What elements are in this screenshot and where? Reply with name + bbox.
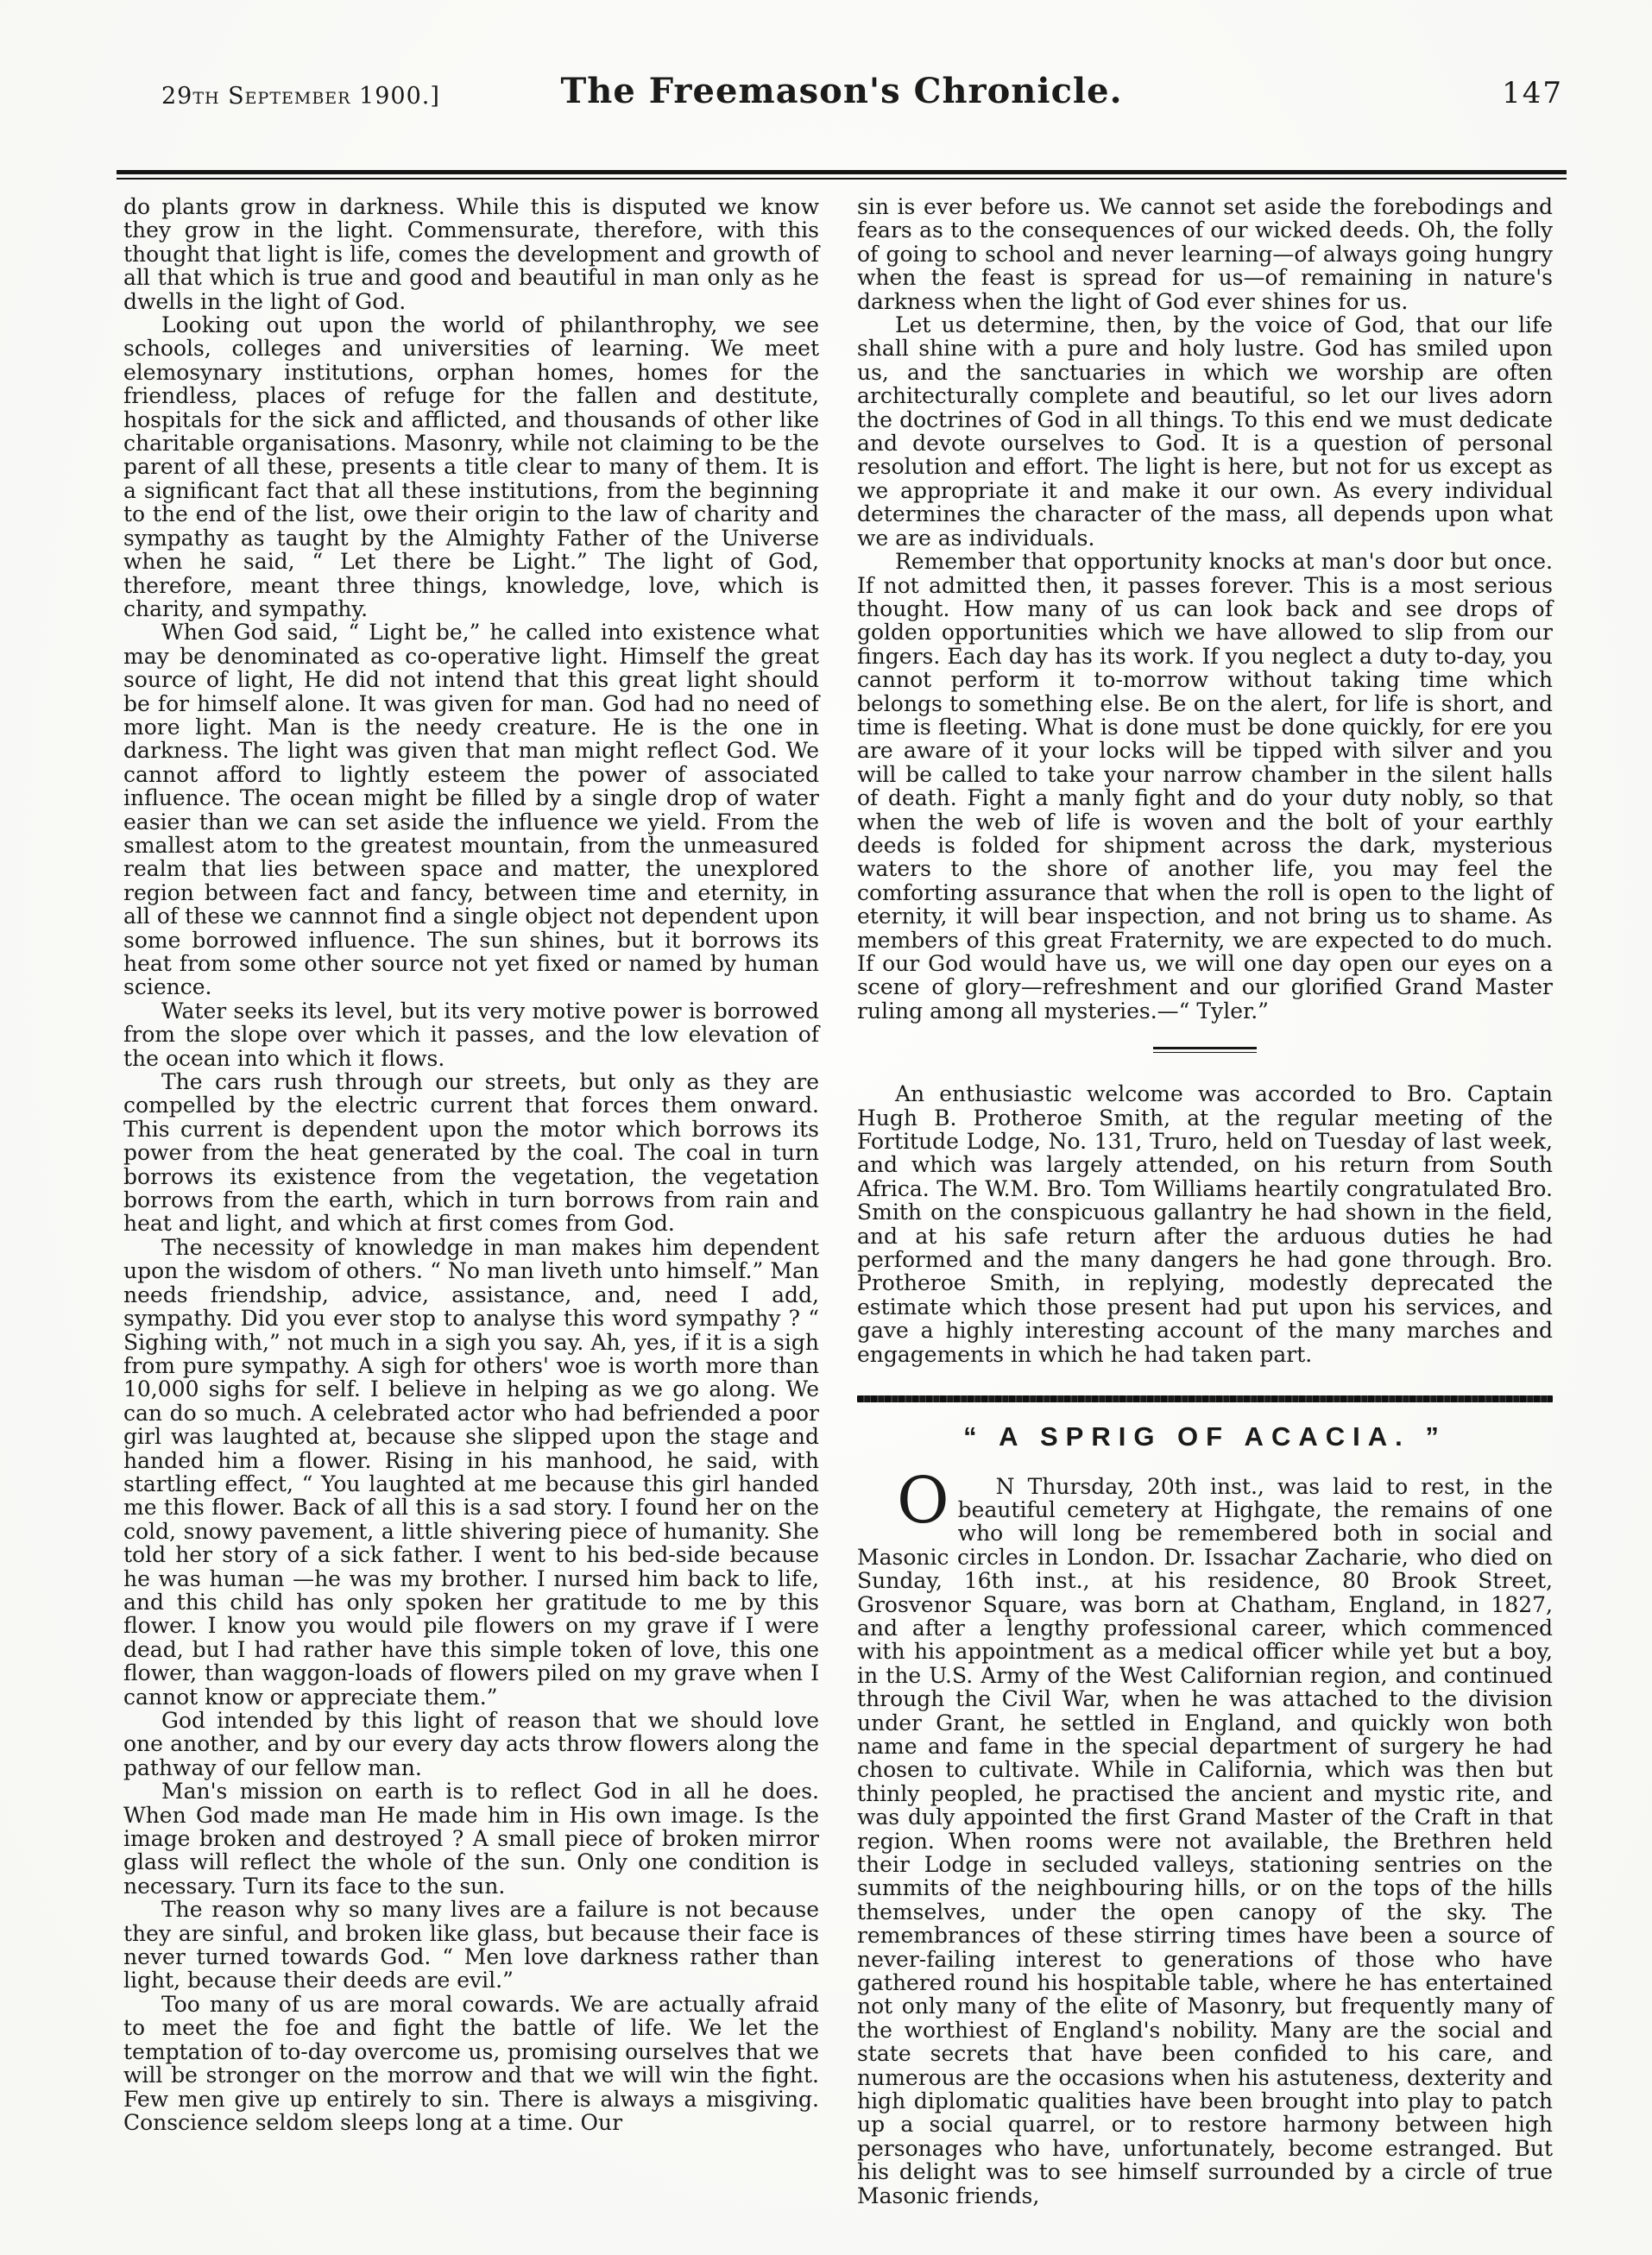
paragraph: do plants grow in darkness. While this is disputed we know they grow in the light. Commensurate, therefore, with this thought that light is life, comes the development and growth of all that which is true and good and beautiful in man only as he dwells in the light of God.: [123, 194, 819, 314]
text-columns: [123, 195, 1553, 2208]
header-rule: [117, 170, 1567, 180]
article-headline: “ A SPRIG OF ACACIA. ”: [963, 1421, 1447, 1452]
article-divider-rule: [857, 1395, 1553, 1402]
paragraph: Remember that opportunity knocks at man's door but once. If not admitted then, it passes forever. This is a most serious thought. How many of us can look back and see drops of golden opportunities which we have allowed to slip from our fingers. Each day has its work. If you neglect a duty to-day, you cannot perform it to-morrow without taking time which belongs to something else. Be on the alert, for life is short, and time is fleeting. What is done must be done quickly, for ere you are aware of it your locks will be tipped with silver and you will be called to take your narrow chamber in the silent halls of death. Fight a manly fight and do your duty nobly, so that when the web of life is woven and the bolt of your earthly deeds is folded for shipment across the dark, mysterious waters to the shore of another life, you may feel the comforting assurance that when the roll is open to the light of eternity, it will bear inspection, and not bring us to shame. As members of this great Fraternity, we are expected to do much. If our God would have us, we will one day open our eyes on a scene of glory—refreshment and our glorified Grand Master ruling among all mysteries.—“ Tyler.”: [857, 549, 1553, 1024]
drop-cap: O: [897, 1463, 949, 1538]
paragraph: Too many of us are moral cowards. We are actually afraid to meet the foe and fight the battle of life. We let the temptation of to-day overcome us, promising ourselves that we will be stronger on the morrow and that we will win the fight. Few men give up entirely to sin. There is always a misgiving. Conscience seldom sleeps long at a time. Our: [123, 1991, 819, 2135]
paragraph: The cars rush through our streets, but only as they are compelled by the electric current that forces them onward. This current is dependent upon the motor which borrows its power from the heat generated by the coal. The coal in turn borrows its existence from the vegetation, the vegetation borrows from the earth, which in turn borrows from rain and heat and light, and which at first comes from God.: [123, 1069, 819, 1237]
paragraph: Water seeks its level, but its very motive power is borrowed from the slope over which it passes, and the low elevation of the ocean into which it flows.: [123, 998, 819, 1071]
masthead: [117, 69, 1567, 119]
news-item-paragraph: An enthusiastic welcome was accorded to Bro. Captain Hugh B. Protheroe Smith, at the regular meeting of the Fortitude Lodge, No. 131, Truro, held on Tuesday of last week, and which was largely attended, on his return from South Africa. The W.M. Bro. Tom Williams heartily congratulated Bro. Smith on the conspicuous gallantry he had shown in the field, and at his safe return after the arduous duties he had performed and the many dangers he had gone through. Bro. Protheroe Smith, in replying, modestly deprecated the estimate which those present had put upon his services, and gave a highly interesting account of the many marches and engagements in which he had taken part.: [857, 1081, 1553, 1367]
left-column: [123, 195, 819, 2208]
page-number: 147: [1502, 76, 1563, 110]
page-title: The Freemason's Chronicle.: [560, 71, 1123, 111]
right-column: [857, 195, 1553, 2208]
paragraph: God intended by this light of reason that we should love one another, and by our every day acts throw flowers along the pathway of our fellow man.: [123, 1708, 819, 1780]
article-body: [857, 1463, 1553, 2208]
article-text: N Thursday, 20th inst., was laid to rest, in the beautiful cemetery at Highgate, the remains of one who will long be remembered both in social and Masonic circles in London. Dr. Issachar Zacharie, who died on Sunday, 16th inst., at his residence, 80 Brook Street, Grosvenor Square, was born at Chatham, England, in 1827, and after a lengthy professional career, which commenced with his appointment as a medical officer while yet but a boy, in the U.S. Army of the West Californian region, and continued through the Civil War, when he was attached to the division under Grant, he settled in England, and quickly won both name and fame in the special department of surgery he had chosen to cultivate. While in California, which was then but thinly peopled, he practised the ancient and mystic rite, and was duly appointed the first Grand Master of the Craft in that region. When rooms were not available, the Brethren held their Lodge in secluded valleys, stationing sentries on the summits of the neighbouring hills, or on the tops of the hills themselves, under the open canopy of the sky. The remembrances of these stirring times have been a source of never-failing interest to generations of those who have gathered round his hospitable table, where he has entertained not only many of the elite of Masonry, but frequently many of the worthiest of England's nobility. Many are the social and state secrets that have been confided to his care, and numerous are the occasions when his astuteness, dexterity and high diplomatic qualities have been brought into play to patch up a social quarrel, or to restore harmony between high personages who have, unfortunately, become estranged. But his delight was to see himself surrounded by a circle of true Masonic friends,: [857, 1473, 1553, 2208]
paragraph: Man's mission on earth is to reflect God in all he does. When God made man He made him in His own image. Is the image broken and destroyed ? A small piece of broken mirror glass will reflect the whole of the sun. Only one condition is necessary. Turn its face to the sun.: [123, 1779, 819, 1899]
paragraph: The reason why so many lives are a failure is not because they are sinful, and broken like glass, but because their face is never turned towards God. “ Men love darkness rather than light, because their deeds are evil.”: [123, 1897, 819, 1994]
paragraph: Let us determine, then, by the voice of God, that our life shall shine with a pure and holy lustre. God has smiled upon us, and the sanctuaries in which we worship are often architecturally complete and beautiful, so let our lives adorn the doctrines of God in all things. To this end we must dedicate and devote ourselves to God. It is a question of personal resolution and effort. The light is here, but not for us except as we appropriate it and make it our own. As every individual determines the character of the mass, all depends upon what we are as individuals.: [857, 312, 1553, 551]
paragraph: The necessity of knowledge in man makes him dependent upon the wisdom of others. “ No man liveth unto himself.” Man needs friendship, advice, assistance, and, need I add, sympathy. Did you ever stop to analyse this word sympathy ? “ Sighing with,” not much in a sigh you say. Ah, yes, if it is a sigh from pure sympathy. A sigh for others' woe is worth more than 10,000 sighs for self. I believe in helping as we go along. We can do so much. A celebrated actor who had befriended a poor girl was laughted at, because she slipped upon the stage and handed him a flower. Rising in his manhood, he said, with startling effect, “ You laughted at me because this girl handed me this flower. Back of all this is a sad story. I found her on the cold, snowy pavement, a little shivering piece of humanity. She told her story of a sick father. I went to his bed-side because he was human —he was my brother. I nursed him back to life, and this child has only spoken her gratitude to me by this flower. I know you would pile flowers on my grave if I were dead, but I had rather have this simple token of love, this one flower, than waggon-loads of flowers piled on my grave when I cannot know or appreciate them.”: [123, 1234, 819, 1710]
paragraph: Looking out upon the world of philanthrophy, we see schools, colleges and universities of learning. We meet elemosynary institutions, orphan homes, homes for the friendless, places of refuge for the fallen and destitute, hospitals for the sick and afflicted, and thousands of other like charitable organisations. Masonry, while not claiming to be the parent of all these, presents a title clear to many of them. It is a significant fact that all these institutions, from the beginning to the end of the list, owe their origin to the law of charity and sympathy as taught by the Almighty Father of the Universe when he said, “ Let there be Light.” The light of God, therefore, meant three things, knowledge, love, which is charity, and sympathy.: [123, 312, 819, 621]
section-divider: [1153, 1047, 1257, 1053]
issue-date: 29th September 1900.]: [161, 83, 440, 110]
paragraph: When God said, “ Light be,” he called into existence what may be denominated as co-operative light. Himself the great source of light, He did not intend that this great light should be for himself alone. It was given for man. God had no need of more light. Man is the needy creature. He is the one in darkness. The light was given that man might reflect God. We cannot afford to lightly esteem the power of associated influence. The ocean might be filled by a single drop of water easier than we can set aside the influence we yield. From the smallest atom to the greatest mountain, from the unmeasured realm that lies between space and matter, the unexplored region between fact and fancy, between time and eternity, in all of these we cannnot find a single object not dependent upon some borrowed influence. The sun shines, but it borrows its heat from some other source not yet fixed or named by human science.: [123, 620, 819, 1000]
paragraph: sin is ever before us. We cannot set aside the forebodings and fears as to the consequences of our wicked deeds. Oh, the folly of going to school and never learning—of always going hungry when the feast is spread for us—of remaining in nature's darkness when the light of God ever shines for us.: [857, 194, 1553, 314]
